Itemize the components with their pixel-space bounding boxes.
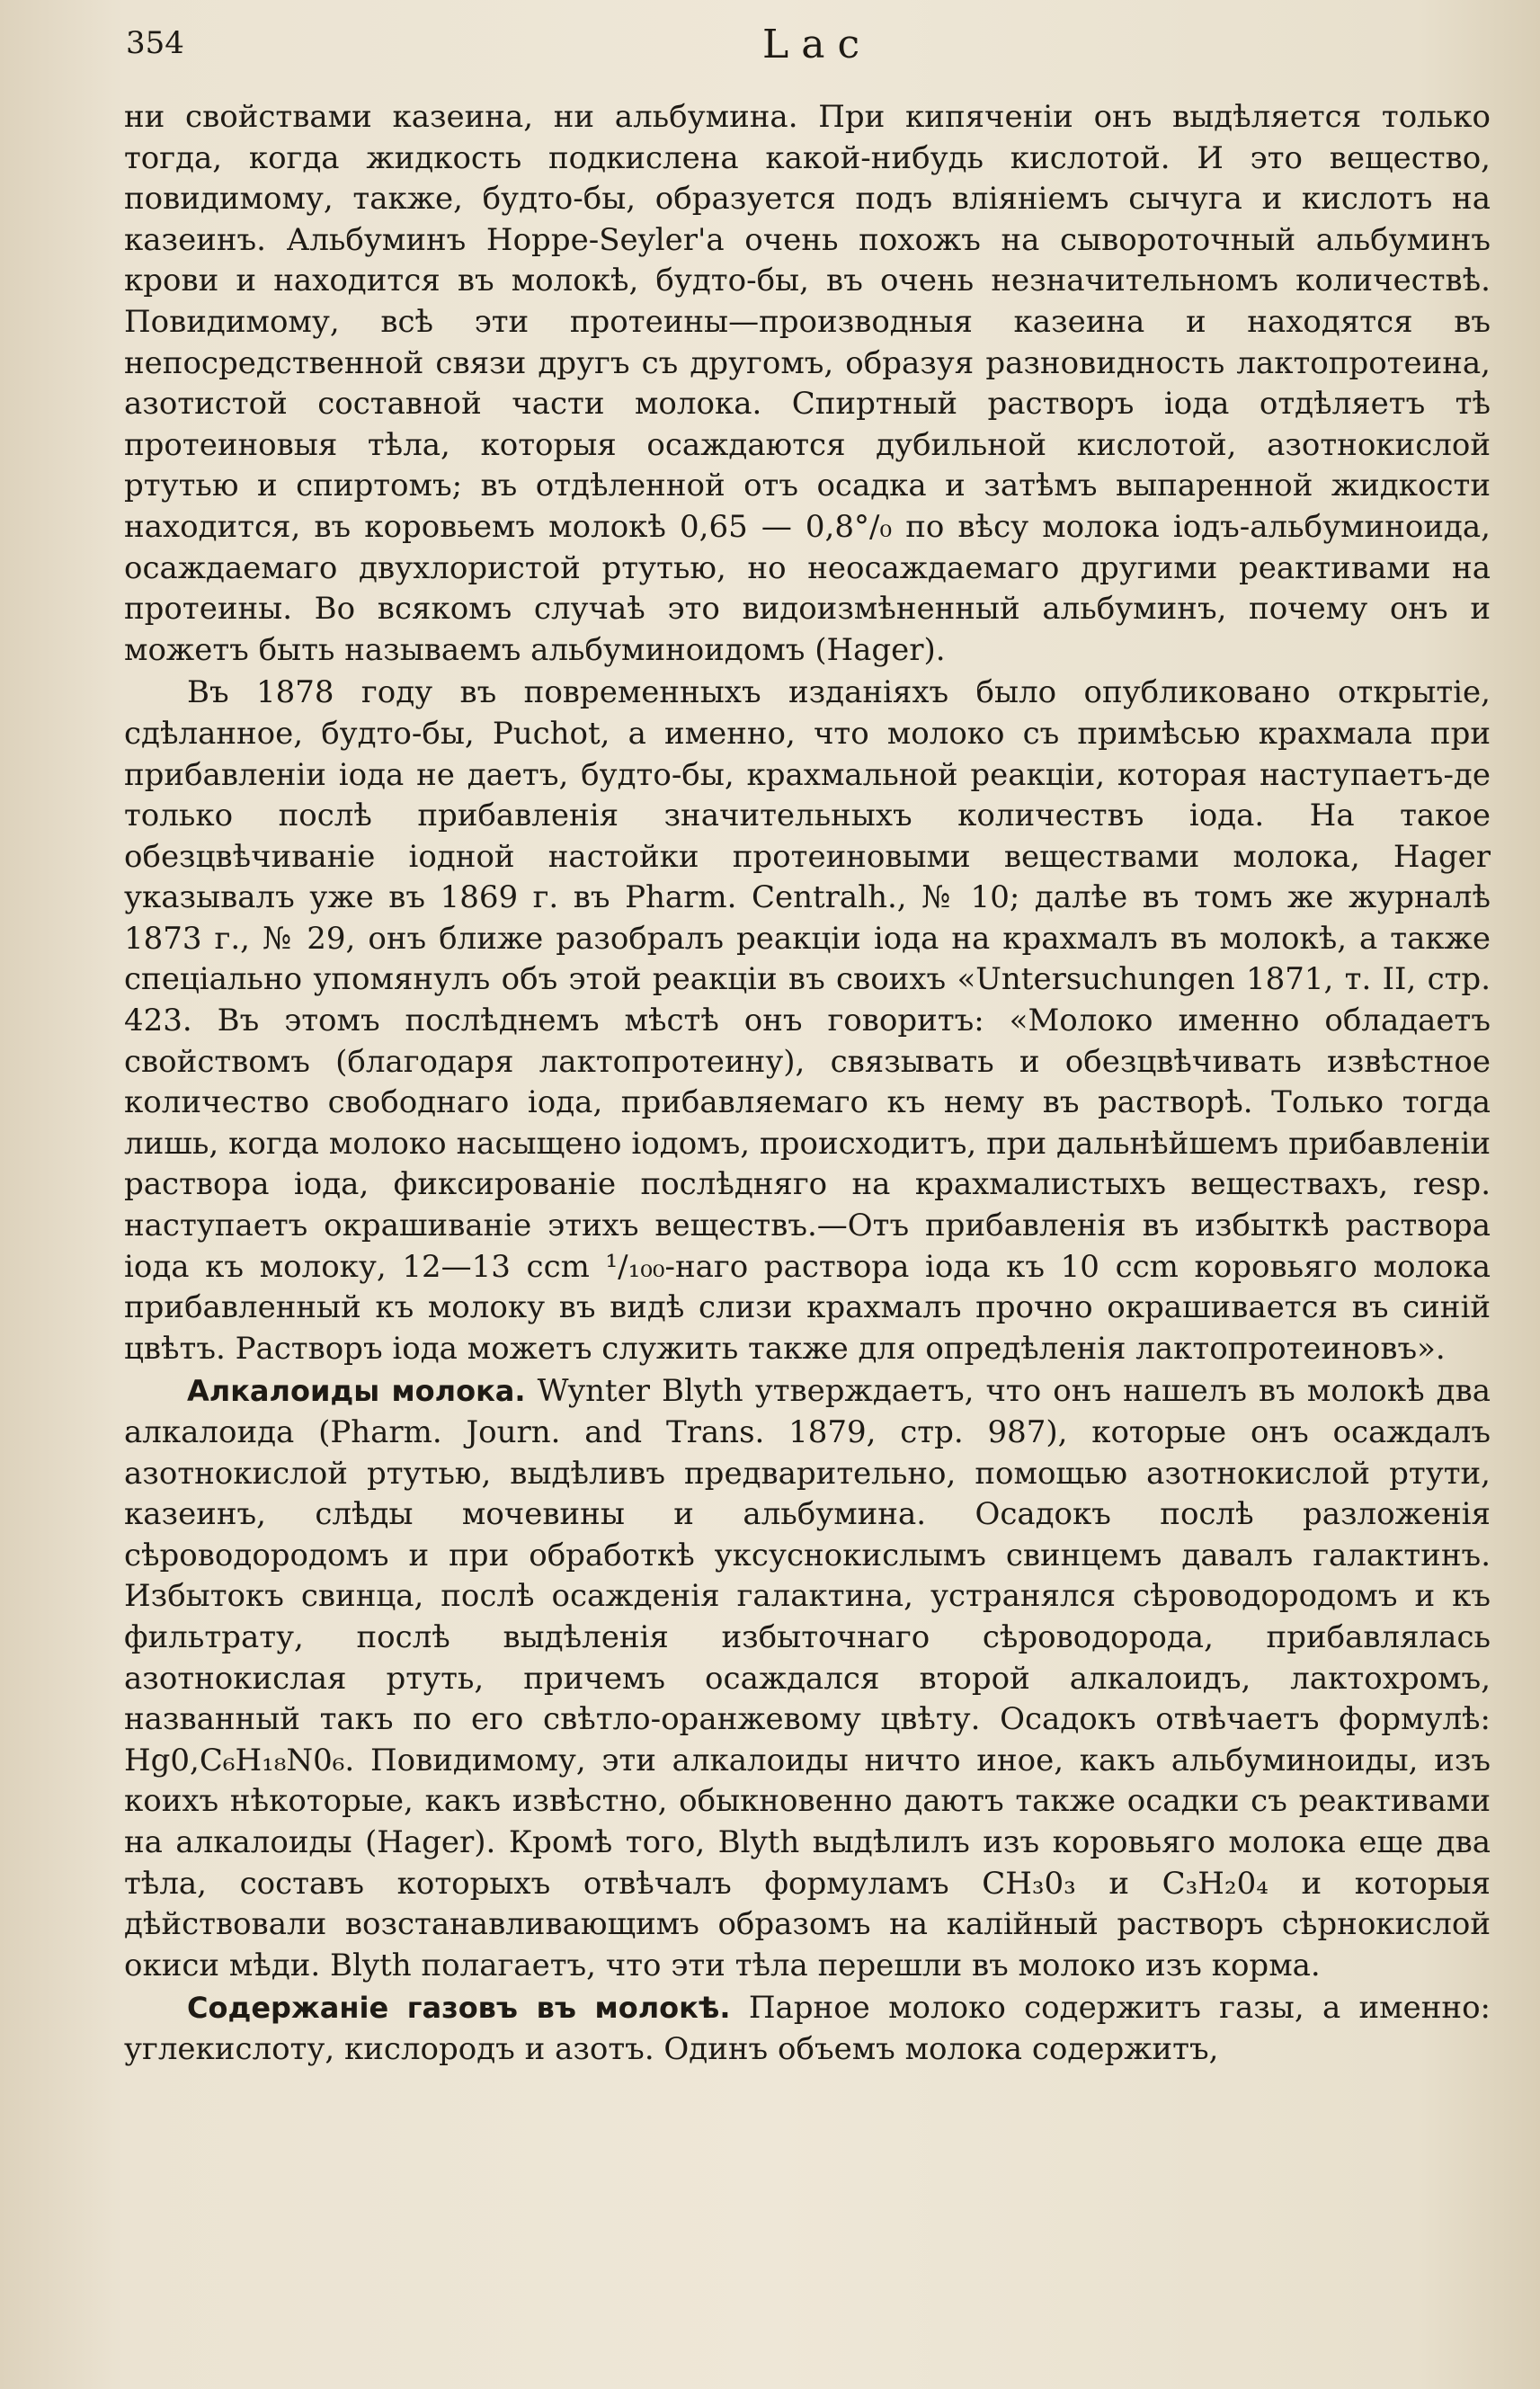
- section-heading-alkaloids: Алкалоиды молока.: [187, 1374, 526, 1409]
- page-header: [126, 22, 1486, 76]
- paragraph-1-text: ни свойствами казеина, ни альбумина. При кипяченіи онъ выдѣляется только тогда, когда жидкость подкислена какой-нибудь кислотой. И это вещество, повидимому, также, будто-бы, образуется подъ вліяніемъ сычуга и кислотъ на казеинъ. Альбуминъ Hoppe-Seyler'а очень похожъ на сывороточный альбуминъ крови и находится въ молокѣ, будто-бы, въ очень незначительномъ количествѣ. Повидимому, всѣ эти протеины—производныя казеина и находятся въ непосредственной связи другъ съ другомъ, образуя разновидность лактопротеина, азотистой составной части молока. Спиртный растворъ іода отдѣляетъ тѣ протеиновыя тѣла, которыя осаждаются дубильной кислотой, азотнокислой ртутью и спиртомъ; въ отдѣленной отъ осадка и затѣмъ выпаренной жидкости находится, въ коровьемъ молокѣ 0,65 — 0,8°/₀ по вѣсу молока іодъ-альбуминоида, осаждаемаго двухлористой ртутью, но неосаждаемаго другими реактивами на протеины. Во всякомъ случаѣ это видоизмѣненный альбуминъ, почему онъ и можетъ быть называемъ альбуминоидомъ (Hager).: [124, 99, 1491, 668]
- paragraph-4-text: Парное молоко содержитъ газы, а именно: углекислоту, кислородъ и азотъ. Одинъ объемъ молока содержитъ,: [124, 1990, 1491, 2067]
- paragraph-2-text: Въ 1878 году въ повременныхъ изданіяхъ было опубликовано открытіе, сдѣланное, будто-бы, Puchot, а именно, что молоко съ примѣсью крахмала при прибавленіи іода не даетъ, будто-бы, крахмальной реакціи, которая наступаетъ-де только послѣ прибавленія значительныхъ количествъ іода. На такое обезцвѣчиваніе іодной настойки протеиновыми веществами молока, Hager указывалъ уже въ 1869 г. въ Pharm. Centralh., № 10; далѣе въ томъ же журналѣ 1873 г., № 29, онъ ближе разобралъ реакціи іода на крахмалъ въ молокѣ, а также спеціально упомянулъ объ этой реакціи въ своихъ «Untersuchungen 1871, т. II, стр. 423. Въ этомъ послѣднемъ мѣстѣ онъ говоритъ: «Молоко именно обладаетъ свойствомъ (благодаря лактопротеину), связывать и обезцвѣчивать извѣстное количество свободнаго іода, прибавляемаго къ нему въ растворѣ. Только тогда лишь, когда молоко насыщено іодомъ, происходитъ, при дальнѣйшемъ прибавленіи раствора іода, фиксированіе послѣдняго на крахмалистыхъ веществахъ, resp. наступаетъ окрашиваніе этихъ веществъ.—Отъ прибавленія въ избыткѣ раствора іода къ молоку, 12—13 ccm ¹/₁₀₀-наго раствора іода къ 10 ccm коровьяго молока прибавленный къ молоку въ видѣ слизи крахмалъ прочно окрашивается въ синій цвѣтъ. Растворъ іода можетъ служить также для опредѣленія лактопротеиновъ».: [124, 674, 1491, 1367]
- paragraph-2: [124, 673, 1491, 1369]
- paragraph-3: [124, 1371, 1491, 1986]
- running-head: Lac: [762, 22, 873, 67]
- paragraph-4: [124, 1988, 1491, 2070]
- paragraph-1: [124, 97, 1491, 671]
- paragraph-3-text: Wynter Blyth утверждаетъ, что онъ нашелъ въ молокѣ два алкалоида (Pharm. Journ. and Trans. 1879, стр. 987), которые онъ осаждалъ азотнокислой ртутью, выдѣливъ предварительно, помощью азотнокислой ртути, казеинъ, слѣды мочевины и альбумина. Осадокъ послѣ разложенія сѣроводородомъ и при обработкѣ уксуснокислымъ свинцемъ давалъ галактинъ. Избытокъ свинца, послѣ осажденія галактина, устранялся сѣроводородомъ и къ фильтрату, послѣ выдѣленія избыточнаго сѣроводорода, прибавлялась азотнокислая ртуть, причемъ осаждался второй алкалоидъ, лактохромъ, названный такъ по его свѣтло-оранжевому цвѣту. Осадокъ отвѣчаетъ формулѣ: Hg0,C₆H₁₈N0₆. Повидимому, эти алкалоиды ничто иное, какъ альбуминоиды, изъ коихъ нѣкоторые, какъ извѣстно, обыкновенно даютъ также осадки съ реактивами на алкалоиды (Hager). Кромѣ того, Blyth выдѣлилъ изъ коровьяго молока еще два тѣла, составъ которыхъ отвѣчалъ формуламъ CH₃0₃ и C₃H₂0₄ и которыя дѣйствовали возстанавливающимъ образомъ на калійный растворъ сѣрнокислой окиси мѣди. Blyth полагаетъ, что эти тѣла перешли въ молоко изъ корма.: [124, 1373, 1491, 1983]
- section-heading-gases: Содержаніе газовъ въ молокѣ.: [187, 1991, 731, 2026]
- page-number: 354: [126, 25, 184, 61]
- body-text: [124, 97, 1491, 2071]
